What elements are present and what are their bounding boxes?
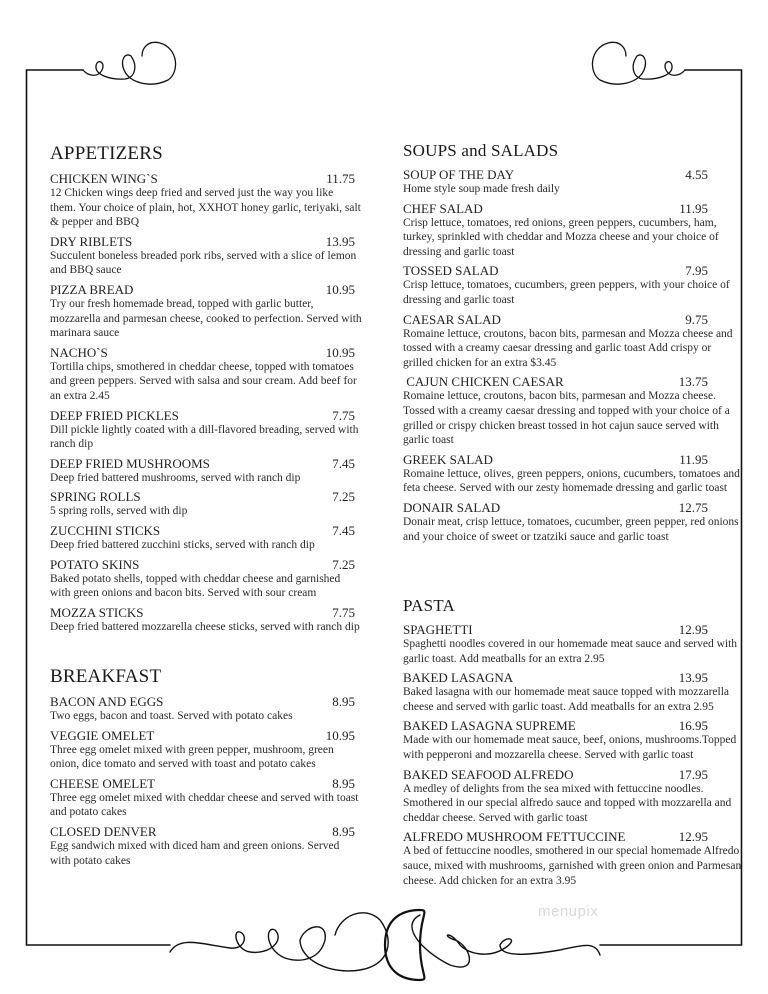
menu-item	[403, 201, 743, 260]
item-name: CLOSED DENVER	[50, 823, 157, 839]
item-description: Egg sandwich mixed with diced ham and green onions. Served with potato cakes	[50, 839, 340, 867]
item-price: 13.95	[325, 233, 355, 249]
item-name: CHICKEN WING`S	[50, 171, 158, 186]
menu-item	[403, 767, 743, 826]
item-price: 10.95	[325, 727, 355, 743]
menu-item	[403, 622, 743, 666]
item-price: 10.95	[325, 281, 355, 297]
section-title: BREAKFAST	[50, 666, 162, 687]
menu-section-pasta	[403, 596, 743, 892]
menu-item-header	[403, 670, 708, 685]
item-description: Crisp lettuce, tomatoes, cucumbers, green peppers, with your choice of dressing and garlic toast	[403, 279, 730, 306]
menu-item	[403, 670, 743, 714]
section-title: SOUPS and SALADS	[403, 141, 559, 160]
menu-item-header	[50, 456, 355, 471]
item-name: GREEK SALAD	[403, 451, 493, 467]
menu-item	[50, 171, 362, 230]
item-price: 17.95	[678, 766, 708, 782]
menu-item	[50, 694, 362, 724]
menu-item-header	[50, 557, 355, 572]
item-description: Try our fresh homemade bread, topped with garlic butter, mozzarella and parmesan cheese, cooked to perfection. Served with marinara sauce	[50, 297, 362, 340]
item-price: 13.95	[678, 670, 708, 686]
item-name: BAKED SEAFOOD ALFREDO	[403, 766, 574, 782]
menu-item	[403, 829, 743, 888]
menu-item-header	[403, 374, 708, 389]
menu-item-header	[50, 234, 355, 249]
menu-item-header	[403, 263, 708, 278]
menu-item	[50, 456, 362, 486]
item-description: Three egg omelet mixed with cheddar cheese and served with toast and potato cakes	[50, 791, 359, 819]
item-price: 12.95	[678, 622, 708, 637]
item-name: ALFREDO MUSHROOM FETTUCCINE	[403, 829, 626, 845]
section-title: APPETIZERS	[50, 143, 163, 164]
swirl-bottom-icon	[170, 913, 388, 971]
item-name: SPAGHETTI	[403, 622, 473, 637]
item-price: 7.75	[332, 407, 355, 423]
menu-item	[50, 489, 362, 519]
item-description: Succulent boneless breaded pork ribs, served with a slice of lemon and BBQ sauce	[50, 249, 357, 277]
item-description: 12 Chicken wings deep fried and served just the way you like them. Your choice of plain, hot, XXHOT honey garlic, teriyaki, salt & pepper and BBQ	[50, 187, 361, 229]
item-name: POTATO SKINS	[50, 556, 140, 572]
item-price: 4.55	[685, 167, 708, 182]
item-price: 7.25	[332, 489, 355, 505]
item-description: Romaine lettuce, croutons, bacon bits, parmesan and Mozza cheese. Tossed with a creamy caesar dressing and topped with your choice of a grilled or crispy chicken breast tossed in hot cajun sauce served with garlic toast	[403, 390, 730, 447]
menu-item-header	[403, 829, 708, 844]
item-description: Two eggs, bacon and toast. Served with potato cakes	[50, 710, 293, 722]
menu-item	[403, 312, 743, 371]
menu-section-breakfast	[50, 666, 362, 872]
item-name: CAESAR SALAD	[403, 311, 501, 327]
item-name: ZUCCHINI STICKS	[50, 522, 161, 538]
menu-item	[403, 500, 743, 544]
menu-item	[403, 452, 743, 496]
item-description: Tortilla chips, smothered in cheddar cheese, topped with tomatoes and green peppers. Served with salsa and sour cream. Add beef for an extra 2.45	[50, 360, 357, 402]
item-price: 8.95	[332, 694, 355, 709]
item-name: CHEF SALAD	[403, 200, 483, 216]
item-description: Deep fried battered mushrooms, served with ranch dip	[50, 471, 301, 484]
item-price: 12.95	[678, 829, 708, 845]
menu-item-header	[50, 345, 355, 360]
menu-item	[50, 776, 362, 820]
menu-item	[403, 374, 743, 447]
menu-item-header	[50, 694, 355, 709]
menu-item-header	[50, 776, 355, 791]
item-name: NACHO`S	[50, 344, 108, 360]
item-description: Donair meat, crisp lettuce, tomatoes, cucumber, green pepper, red onions and your choice of sweet or tzatziki sauce and garlic toast	[403, 515, 739, 543]
item-description: 5 spring rolls, served with dip	[50, 505, 188, 518]
item-description: Baked lasagna with our homemade meat sauce topped with mozzarella cheese and served with garlic toast. Add meatballs for an extra 2.95	[403, 686, 730, 713]
item-name: MOZZA STICKS	[50, 604, 144, 620]
menu-item	[50, 728, 362, 772]
item-price: 8.95	[332, 775, 355, 791]
item-description: Baked potato shells, topped with cheddar cheese and garnished with green onions and bacon bits. Served with sour cream	[50, 572, 341, 600]
menu-item-header	[50, 282, 355, 297]
item-price: 8.95	[332, 823, 355, 839]
menu-item-header	[403, 622, 708, 637]
item-name: BACON AND EGGS	[50, 694, 164, 709]
item-name: SOUP OF THE DAY	[403, 167, 515, 182]
item-name: CAJUN CHICKEN CAESAR	[403, 374, 564, 390]
item-name: BAKED LASAGNA	[403, 670, 514, 686]
item-price: 7.95	[685, 263, 708, 279]
menu-item-header	[50, 408, 355, 423]
item-price: 10.95	[325, 344, 355, 360]
menu-item	[50, 408, 362, 452]
menu-section-appetizers	[50, 143, 362, 638]
item-description: Deep fried battered mozzarella cheese sticks, served with ranch dip	[50, 620, 360, 633]
item-description: Three egg omelet mixed with green pepper, mushroom, green onion, dice tomato and served with toast and potato cakes	[50, 743, 334, 771]
item-price: 13.75	[678, 374, 708, 390]
item-description: Crisp lettuce, tomatoes, red onions, green peppers, cucumbers, ham, turkey, sprinkled with cheddar and Mozza cheese and your choice of dressing and garlic toast	[403, 216, 719, 258]
swirl-top-right-icon	[592, 42, 685, 84]
item-name: VEGGIE OMELET	[50, 727, 155, 743]
section-title: PASTA	[403, 596, 455, 615]
item-price: 16.95	[678, 718, 708, 734]
menu-item-header	[403, 500, 708, 515]
menu-item-header	[403, 767, 708, 782]
item-price: 9.75	[685, 311, 708, 327]
item-price: 7.75	[332, 604, 355, 620]
item-name: BAKED LASAGNA SUPREME	[403, 718, 576, 734]
menu-item-header	[50, 523, 355, 538]
menu-item-header	[50, 605, 355, 620]
menu-item-header	[50, 728, 355, 743]
swirl-bottom-center-icon	[385, 910, 424, 980]
item-name: DRY RIBLETS	[50, 233, 133, 249]
menu-item-header	[403, 718, 708, 733]
item-price: 7.45	[332, 455, 355, 471]
menu-item-header	[403, 312, 708, 327]
item-name: DEEP FRIED MUSHROOMS	[50, 455, 210, 471]
item-name: CHEESE OMELET	[50, 775, 156, 791]
menu-item	[403, 167, 743, 197]
menu-item	[50, 605, 362, 635]
menu-item	[403, 263, 743, 307]
item-description: Deep fried battered zucchini sticks, served with ranch dip	[50, 538, 315, 551]
item-name: SPRING ROLLS	[50, 489, 141, 505]
menu-item	[50, 557, 362, 601]
item-name: DEEP FRIED PICKLES	[50, 407, 179, 423]
item-price: 12.75	[678, 499, 708, 515]
item-price: 11.95	[679, 200, 708, 216]
menu-item	[50, 523, 362, 553]
menu-item	[50, 345, 362, 404]
item-price: 7.45	[332, 522, 355, 538]
menu-item-header	[403, 167, 708, 182]
item-price: 11.75	[326, 171, 355, 186]
menu-item-header	[50, 171, 355, 186]
watermark: menupix	[538, 903, 599, 920]
swirl-bottom-right-icon	[412, 915, 600, 967]
item-name: DONAIR SALAD	[403, 499, 501, 515]
item-description: Dill pickle lightly coated with a dill-flavored breading, served with ranch dip	[50, 423, 359, 451]
item-price: 7.25	[332, 556, 355, 572]
menu-item-header	[403, 201, 708, 216]
item-name: TOSSED SALAD	[403, 263, 499, 279]
menu-section-soups-and-salads	[403, 141, 743, 548]
menu-item-header	[403, 452, 708, 467]
item-description: Romaine lettuce, olives, green peppers, onions, cucumbers, tomatoes and feta cheese. Served with our zesty homemade dressing and garlic toast	[403, 467, 740, 495]
item-description: Made with our homemade meat sauce, beef, onions, mushrooms.Topped with pepperoni and mozzarella cheese. Served with garlic toast	[403, 734, 737, 761]
item-description: Spaghetti noodles covered in our homemade meat sauce and served with garlic toast. Add meatballs for an extra 2.95	[403, 638, 738, 665]
item-description: A bed of fettuccine noodles, smothered in our special homemade Alfredo sauce, mixed with mushrooms, garnished with green onion and Parmesan cheese. Add chicken for an extra 3.95	[403, 845, 742, 887]
swirl-top-left-icon	[83, 42, 176, 84]
item-description: A medley of delights from the sea mixed with fettuccine noodles. Smothered in our special alfredo sauce and topped with mozzarella and cheddar cheese. Served with garlic toast	[403, 782, 732, 824]
item-name: PIZZA BREAD	[50, 281, 134, 297]
item-description: Home style soup made fresh daily	[403, 183, 560, 195]
item-description: Romaine lettuce, croutons, bacon bits, parmesan and Mozza cheese and tossed with a creamy caesar dressing and garlic toast Add crispy or grilled chicken for an extra $3.45	[403, 327, 733, 369]
menu-item	[50, 282, 362, 341]
menu-item-header	[50, 824, 355, 839]
menu-item	[403, 718, 743, 762]
item-price: 11.95	[679, 451, 708, 467]
menu-item	[50, 824, 362, 868]
menu-item	[50, 234, 362, 278]
menu-item-header	[50, 489, 355, 504]
